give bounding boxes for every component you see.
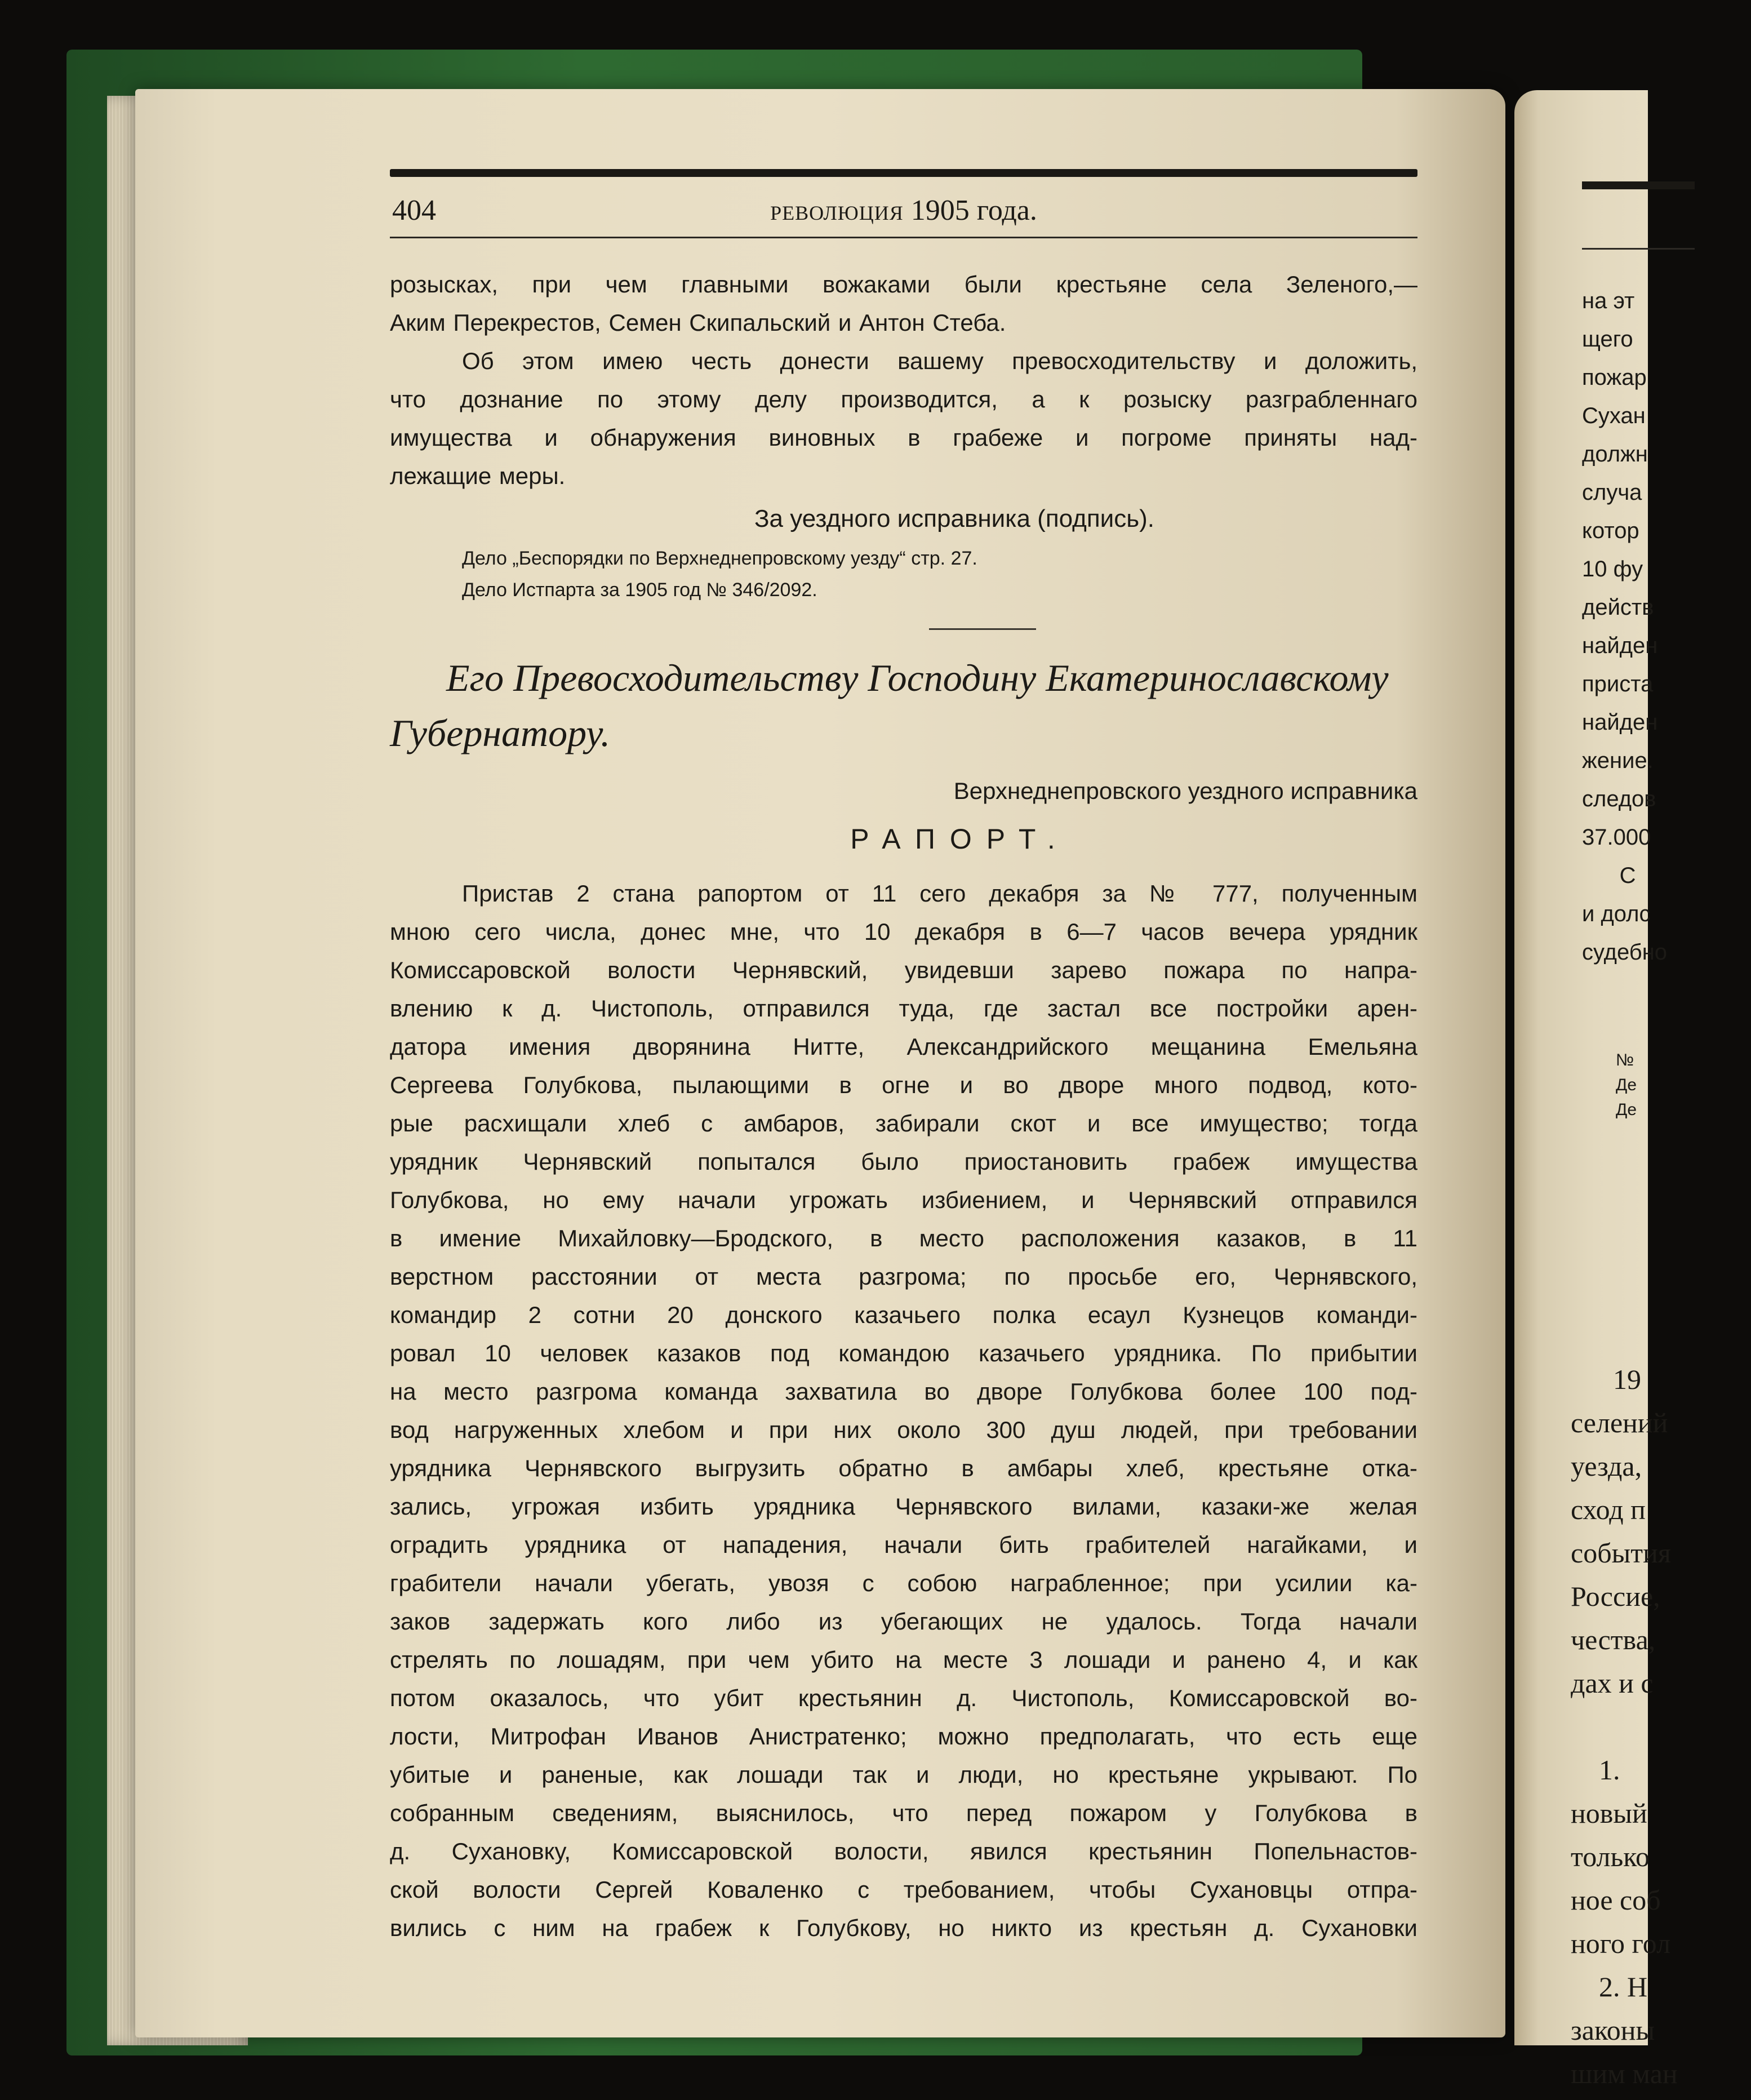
text-fragment: ное соб [1571, 1884, 1661, 1916]
report-line: стрелять по лошадям, при чем убито на месте 3 лошади и ранено 4, и как [390, 1646, 1417, 1673]
report-line: верстном расстоянии от места разгрома; по просьбе его, Чернявского, [390, 1263, 1417, 1290]
text-fragment: селений [1571, 1407, 1668, 1439]
text-fragment: действ [1582, 595, 1654, 620]
running-head [390, 186, 1417, 237]
report-line: собранным сведениям, выяснилось, что перед пожаром у Голубкова в [390, 1800, 1417, 1826]
report-line: зались, угрожая избить урядника Чернявского вилами, казаки-же желая [390, 1493, 1417, 1520]
report-line: ровал 10 человек казаков под командою казачьего урядника. По прибытии [390, 1340, 1417, 1366]
report-line: вод нагруженных хлебом и при них около 300 душ людей, при требовании [390, 1417, 1417, 1443]
header-thin-rule [390, 237, 1417, 238]
text-fragment: С [1582, 863, 1636, 888]
text-fragment: жение. [1582, 748, 1654, 773]
right-page [1514, 90, 1678, 2089]
source-references [390, 543, 1417, 606]
text-line: имущества и обнаружения виновных в грабеже и погроме приняты над- [390, 424, 1417, 451]
text-fragment: Сухан [1582, 403, 1646, 428]
text-fragment: котор [1582, 518, 1639, 543]
text-line: лежащие меры. [390, 463, 566, 489]
text-fragment: на эт [1582, 288, 1635, 313]
report-line: в имение Михайловку—Бродского, в место расположения казаков, в 11 [390, 1225, 1417, 1251]
report-line: заков задержать кого либо из убегающих не удалось. Тогда начали [390, 1608, 1417, 1635]
text-fragment: найден [1582, 633, 1658, 658]
text-fragment: законы [1571, 2014, 1655, 2046]
report-line: д. Сухановку, Комиссаровской волости, явился крестьянин Попельнастов- [390, 1838, 1417, 1864]
text-fragment: шим ман [1571, 2058, 1678, 2089]
sender-line: Верхнеднепровского уездного исправника [953, 778, 1417, 804]
closing-paragraph [390, 342, 1417, 495]
text-fragment [1571, 1705, 1678, 1748]
running-title [390, 194, 1417, 227]
address-line: Его Превосходительству Господину Екатеринославскому [446, 656, 1389, 699]
text-fragment: и долс [1582, 902, 1651, 926]
text-fragment: найден [1582, 710, 1658, 735]
report-line: потом оказалось, что убит крестьянин д. Чистополь, Комиссаровской во- [390, 1685, 1417, 1711]
left-page-content [390, 169, 1417, 1947]
report-line: Голубкова, но ему начали угрожать избиением, и Чернявский отправился [390, 1187, 1417, 1213]
section-separator [929, 628, 1036, 630]
text-fragment: сход п [1571, 1494, 1646, 1525]
text-fragment: Де [1616, 1076, 1637, 1094]
text-fragment: Россие, [1571, 1580, 1660, 1612]
text-fragment: чества, [1571, 1624, 1656, 1655]
text-fragment: № [1616, 1051, 1634, 1069]
report-line: Сергеева Голубкова, пылающими в огне и во дворе много подвод, кото- [390, 1072, 1417, 1098]
report-line: рые расхищали хлеб с амбаров, забирали скот и все имущество; тогда [390, 1110, 1417, 1136]
report-line: мною сего числа, донес мне, что 10 декабря в 6—7 часов вечера урядник [390, 918, 1417, 945]
report-line: вились с ним на грабеж к Голубкову, но никто из крестьян д. Сухановки [390, 1915, 1417, 1941]
text-fragment: следов [1582, 787, 1656, 811]
running-title-year: 1905 года. [910, 194, 1037, 227]
text-line: Об этом имею честь донести вашему превосходительству и доложить, [462, 348, 1417, 374]
right-page-references [1616, 1048, 1637, 1122]
report-line: влению к д. Чистополь, отправился туда, где застал все постройки арен- [390, 995, 1417, 1022]
text-fragment: новый [1571, 1797, 1647, 1829]
text-fragment: 19 [1571, 1364, 1641, 1395]
header-thick-rule [390, 169, 1417, 177]
right-page-text [1582, 282, 1667, 971]
right-header-thin-rule [1582, 248, 1695, 250]
text-line: что дознание по этому делу производится, а к розыску разграбленнаго [390, 386, 1417, 412]
address-heading [390, 650, 1417, 761]
report-line: лости, Митрофан Иванов Анистратенко; можно предполагать, что есть еще [390, 1723, 1417, 1750]
text-fragment: судебно [1582, 940, 1668, 965]
text-fragment: события [1571, 1537, 1671, 1569]
right-header-thick-rule [1582, 181, 1695, 189]
text-line: розысках, при чем главными вожаками были крестьяне села Зеленого,— [390, 271, 1417, 298]
text-fragment: 2. Н [1571, 1971, 1648, 2003]
address-line: Губернатору. [390, 712, 611, 754]
text-fragment: ного гол [1571, 1928, 1671, 1959]
text-fragment: случа [1582, 480, 1642, 505]
source-line: Дело Истпарта за 1905 год № 346/2092. [462, 579, 817, 601]
text-fragment: только [1571, 1841, 1650, 1872]
report-line: урядника Чернявского выгрузить обратно в амбары хлеб, крестьяне отка- [390, 1455, 1417, 1481]
text-fragment: щего [1582, 327, 1633, 352]
text-fragment: должн [1582, 442, 1648, 467]
text-fragment: 37.000 [1582, 825, 1651, 850]
running-title-smallcaps: революция [770, 194, 904, 227]
text-fragment: приста [1582, 672, 1654, 696]
document-title: РАПОРТ. [850, 823, 1070, 855]
report-line: убитые и раненые, как лошади так и люди, но крестьяне укрывают. По [390, 1761, 1417, 1788]
report-line: командир 2 сотни 20 донского казачьего полка есаул Кузнецов команди- [390, 1302, 1417, 1328]
text-line: Аким Перекрестов, Семен Скипальский и Антон Стеба. [390, 309, 1006, 336]
page-number: 404 [392, 194, 436, 227]
report-line: на место разгрома команда захватила во дворе Голубкова более 100 под- [390, 1378, 1417, 1405]
report-line: ской волости Сергей Коваленко с требованием, чтобы Сухановцы отпра- [390, 1876, 1417, 1903]
intro-paragraph [390, 265, 1417, 342]
text-fragment: 1. [1571, 1754, 1627, 1786]
report-line: Пристав 2 стана рапортом от 11 сего декабря за № 777, полученным [462, 880, 1417, 907]
report-line: оградить урядника от нападения, начали бить грабителей нагайками, и [390, 1531, 1417, 1558]
text-fragment: 10 фу [1582, 557, 1643, 581]
source-line: Дело „Беспорядки по Верхнеднепровскому уезду“ стр. 27. [462, 548, 977, 569]
report-line: Комиссаровской волости Чернявский, увидевши зарево пожара по напра- [390, 957, 1417, 983]
report-line: грабители начали убегать, увозя с собою награбленное; при усилии ка- [390, 1570, 1417, 1596]
report-line: датора имения дворянина Нитте, Александрийского мещанина Емельяна [390, 1033, 1417, 1060]
text-fragment: Де [1616, 1100, 1637, 1119]
report-body [390, 874, 1417, 1947]
report-line: урядник Чернявский попытался было приостановить грабеж имущества [390, 1148, 1417, 1175]
text-fragment: дах и с [1571, 1667, 1654, 1699]
text-fragment: уезда, [1571, 1450, 1642, 1482]
text-fragment: пожар [1582, 365, 1647, 390]
right-page-serif-text [1571, 1358, 1678, 2095]
signature-line: За уездного исправника (подпись). [754, 505, 1155, 532]
